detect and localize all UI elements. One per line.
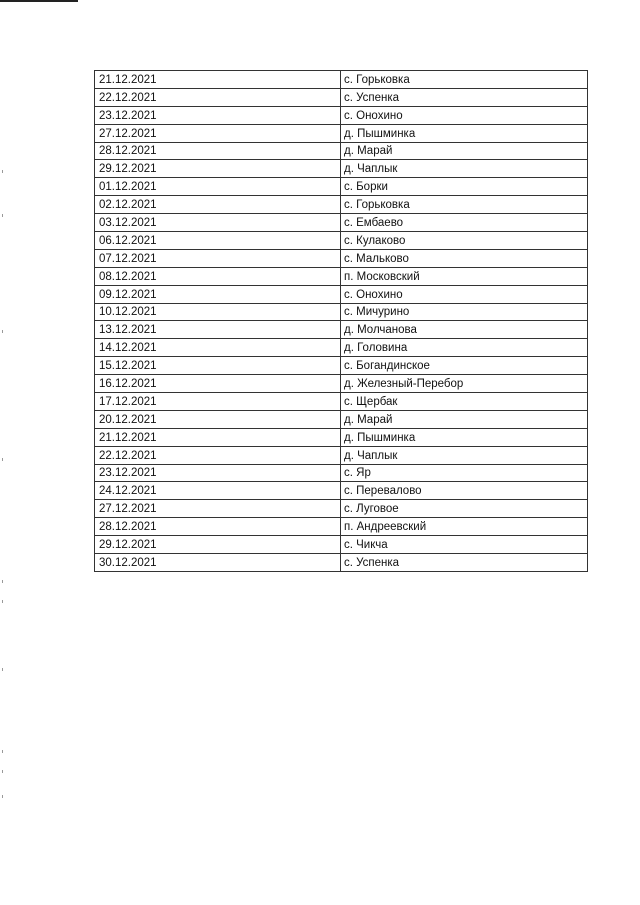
table-row [95,214,588,232]
table-row [95,375,588,393]
place-cell: с. Кулаково [341,232,588,250]
date-cell: 10.12.2021 [95,303,341,321]
place-cell: с. Чикча [341,536,588,554]
table-row [95,410,588,428]
date-cell: 15.12.2021 [95,357,341,375]
date-cell: 16.12.2021 [95,375,341,393]
place-cell: д. Чаплык [341,160,588,178]
date-cell: 27.12.2021 [95,500,341,518]
scan-edge-mark [2,580,3,583]
date-cell: 28.12.2021 [95,142,341,160]
table-row [95,428,588,446]
place-cell: с. Богандинское [341,357,588,375]
scan-edge-mark [2,458,3,461]
date-cell: 07.12.2021 [95,249,341,267]
date-cell: 20.12.2021 [95,410,341,428]
table-row [95,267,588,285]
table-row [95,554,588,572]
place-cell: д. Пышминка [341,124,588,142]
place-cell: с. Онохино [341,285,588,303]
place-cell: д. Марай [341,410,588,428]
table-row [95,357,588,375]
table-row [95,196,588,214]
place-cell: с. Онохино [341,106,588,124]
scan-top-mark [0,0,78,2]
place-cell: п. Московский [341,267,588,285]
table-row [95,482,588,500]
date-cell: 23.12.2021 [95,464,341,482]
place-cell: д. Пышминка [341,428,588,446]
scan-edge-mark [2,668,3,671]
place-cell: с. Перевалово [341,482,588,500]
table-row [95,321,588,339]
table-row [95,178,588,196]
date-cell: 28.12.2021 [95,518,341,536]
scan-edge-mark [2,214,3,217]
table-row [95,339,588,357]
place-cell: с. Успенка [341,88,588,106]
schedule-table [94,70,588,572]
table-row [95,518,588,536]
table-row [95,232,588,250]
place-cell: с. Яр [341,464,588,482]
place-cell: с. Ембаево [341,214,588,232]
table-row [95,106,588,124]
date-cell: 22.12.2021 [95,446,341,464]
table-row [95,160,588,178]
place-cell: д. Головина [341,339,588,357]
date-cell: 08.12.2021 [95,267,341,285]
scan-edge-mark [2,600,3,603]
date-cell: 01.12.2021 [95,178,341,196]
table-row [95,142,588,160]
place-cell: д. Железный-Перебор [341,375,588,393]
date-cell: 24.12.2021 [95,482,341,500]
date-cell: 02.12.2021 [95,196,341,214]
place-cell: с. Щербак [341,393,588,411]
date-cell: 03.12.2021 [95,214,341,232]
place-cell: с. Мичурино [341,303,588,321]
place-cell: п. Андреевский [341,518,588,536]
scan-edge-mark [2,750,3,753]
date-cell: 30.12.2021 [95,554,341,572]
table-row [95,285,588,303]
place-cell: д. Марай [341,142,588,160]
date-cell: 27.12.2021 [95,124,341,142]
scan-edge-mark [2,770,3,773]
date-cell: 13.12.2021 [95,321,341,339]
scan-edge-mark [2,170,3,173]
date-cell: 21.12.2021 [95,71,341,89]
table-row [95,124,588,142]
place-cell: с. Успенка [341,554,588,572]
table-row [95,393,588,411]
table-row [95,536,588,554]
place-cell: д. Молчанова [341,321,588,339]
table-row [95,500,588,518]
table-row [95,464,588,482]
table-row [95,303,588,321]
date-cell: 29.12.2021 [95,160,341,178]
date-cell: 22.12.2021 [95,88,341,106]
place-cell: с. Горьковка [341,71,588,89]
place-cell: с. Горьковка [341,196,588,214]
date-cell: 23.12.2021 [95,106,341,124]
date-cell: 06.12.2021 [95,232,341,250]
date-cell: 17.12.2021 [95,393,341,411]
place-cell: с. Борки [341,178,588,196]
schedule-table-body [95,71,588,572]
place-cell: д. Чаплык [341,446,588,464]
table-row [95,249,588,267]
date-cell: 21.12.2021 [95,428,341,446]
table-row [95,446,588,464]
table-row [95,88,588,106]
place-cell: с. Луговое [341,500,588,518]
place-cell: с. Мальково [341,249,588,267]
date-cell: 09.12.2021 [95,285,341,303]
scan-edge-mark [2,795,3,798]
table-row [95,71,588,89]
date-cell: 29.12.2021 [95,536,341,554]
date-cell: 14.12.2021 [95,339,341,357]
scan-edge-mark [2,330,3,333]
